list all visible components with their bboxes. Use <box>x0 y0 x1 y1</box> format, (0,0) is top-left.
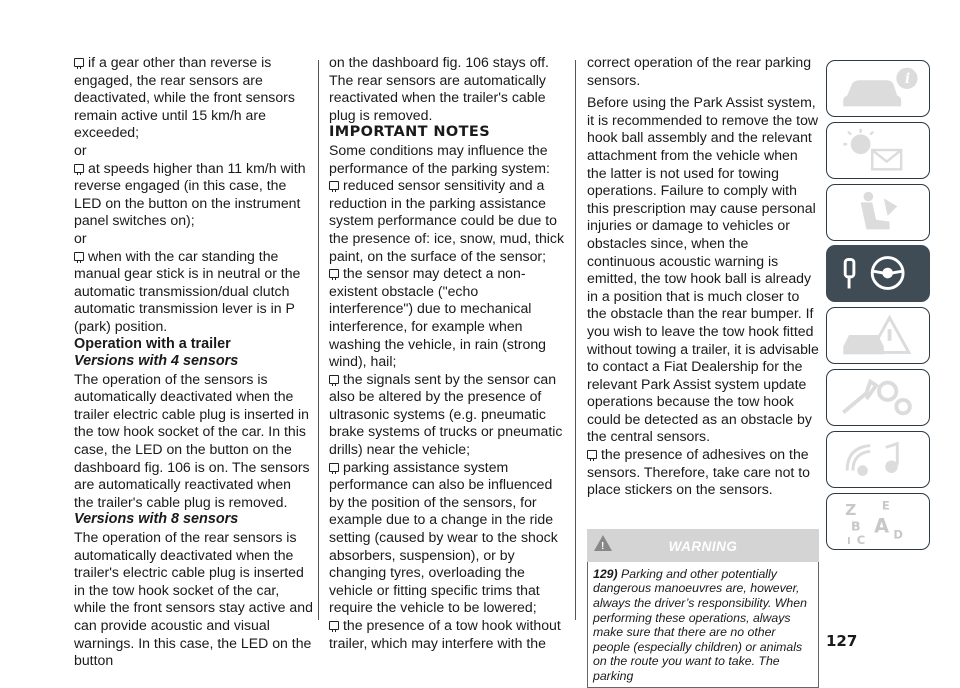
text-column-2 <box>329 54 565 652</box>
warning-title: WARNING <box>668 538 738 554</box>
car-info-icon <box>827 61 929 116</box>
bullet-icon <box>587 450 597 459</box>
heading-trailer: Operation with a trailer <box>74 335 231 352</box>
bullet-icon <box>329 375 339 384</box>
column-divider <box>575 60 576 620</box>
index-letter: C <box>856 533 866 548</box>
column-divider <box>318 60 319 620</box>
text-column-1 <box>74 54 314 670</box>
page-number: 127 <box>826 632 858 650</box>
bullet-item: the presence of adhesives on the sensors. Therefore, take care not to place stickers on the sensors. <box>587 446 811 498</box>
heading-versions-4: Versions with 4 sensors <box>74 353 239 370</box>
bullet-item: parking assistance system performance can also be influenced by the position of the sensors, for example due to a change in the ride setting (caused by wear to the shock absorbers, suspension), or by changing tyres, overloading the vehicle or fitting specific trims that require the vehicle to be lowered; <box>329 458 558 616</box>
bullet-icon <box>329 621 339 630</box>
bullet-item: at speeds higher than 11 km/h with reverse engaged (in this case, the LED on the button on the instrument panel switches on); <box>74 159 306 229</box>
bullet-icon <box>74 164 84 173</box>
paragraph-park-assist: Before using the Park Assist system, it is recommended to remove the tow hook ball assembly and the relevant attachment from the vehicle when the latter is not used for towing operations. Failure to comply with this prescription may cause personal injuries or damage to vehicles or obstacles since, when the continuous acoustic warning is emitted, the tow hook ball is already in a position that is much closer to the obstacle than the rear bumper. If you wish to leave the tow hook fitted without towing a trailer, it is advisable to contact a Fiat Dealership for the relevant Park Assist system update operations because the tow hook could be detected as an obstacle by the central sensors. <box>587 94 819 445</box>
tab-emergency[interactable] <box>826 307 930 364</box>
warning-header <box>587 529 819 562</box>
svg-text:i: i <box>905 71 911 88</box>
seat-airbag-icon <box>827 185 929 240</box>
bullet-item: reduced sensor sensitivity and a reduction in the parking assistance system performance could be due to the presence of: ice, snow, mud, thick paint, on the surface of the sensor; <box>329 177 565 264</box>
bullet-icon <box>74 252 84 261</box>
warning-box <box>587 562 819 688</box>
warning-text: Parking and other potentially dangerous manoeuvres are, however, always the driver’s responsibility. When performing these operations, always make sure that there are no other people (especially children) or animals on the route you want to take. The parking <box>593 566 807 683</box>
bullet-icon <box>329 181 339 190</box>
bullet-icon <box>329 463 339 472</box>
index-letter: Z <box>845 501 857 520</box>
paragraph-continued: correct operation of the rear parking sensors. <box>587 54 812 88</box>
text-column-3 <box>587 54 819 688</box>
bullet-item: if a gear other than reverse is engaged, the rear sensors are deactivated, while the front sensors remain active until 15 km/h are exceeded; <box>74 54 295 141</box>
heading-versions-8: Versions with 8 sensors <box>74 511 239 528</box>
tab-starting-driving[interactable] <box>826 245 930 302</box>
paragraph-intro: Some conditions may influence the performance of the parking system: <box>329 141 550 176</box>
tab-lights-warnings[interactable] <box>826 122 930 179</box>
or-text: or <box>74 229 87 246</box>
heading-important-notes: IMPORTANT NOTES <box>329 124 491 141</box>
paragraph-versions-4: The operation of the sensors is automatically deactivated when the trailer electric cable plug is inserted in the tow hook socket of the car. In this case, the LED on the button on the dashboard fig. 106 is on. The sensors are automatically reactivated when the trailer's cable plug is removed. <box>74 370 310 510</box>
key-steering-icon <box>827 246 929 301</box>
emergency-icon <box>827 308 929 363</box>
multimedia-icon <box>827 432 929 487</box>
or-text: or <box>74 141 87 158</box>
paragraph-continued: on the dashboard fig. 106 stays off. The rear sensors are automatically reactivated when the trailer's cable plug is removed. <box>329 54 549 123</box>
tab-multimedia[interactable] <box>826 431 930 488</box>
index-letter: A <box>874 514 890 538</box>
index-letter: D <box>893 527 904 542</box>
index-letter: B <box>850 518 861 534</box>
bullet-item: the signals sent by the sensor can also be altered by the presence of ultrasonic systems (e.g. pneumatic brake systems of trucks or pneumatic drills) near the vehicle; <box>329 370 563 458</box>
paragraph-versions-8: The operation of the rear sensors is automatically deactivated when the trailer's electric cable plug is inserted in the tow hook socket of the car, while the front sensors stay active and can provide acoustic and visual warnings. In this case, the LED on the button <box>74 529 313 669</box>
service-gears-icon <box>827 370 929 425</box>
tab-safety[interactable] <box>826 184 930 241</box>
lights-warning-icon <box>827 123 929 178</box>
tab-index[interactable] <box>826 493 930 550</box>
bullet-icon <box>329 269 339 278</box>
tab-car-info[interactable] <box>826 60 930 117</box>
tab-service[interactable] <box>826 369 930 426</box>
index-letter: I <box>847 536 851 548</box>
index-letters-icon <box>827 494 929 549</box>
bullet-item: the presence of a tow hook without trailer, which may interfere with the <box>329 617 561 651</box>
index-letter: E <box>881 498 890 513</box>
bullet-item: the sensor may detect a non-existent obstacle ("echo interference") due to mechanical interference, for example when washing the vehicle, in rain (strong wind), hail; <box>329 265 547 370</box>
bullet-icon <box>74 58 84 67</box>
warning-number: 129) <box>593 566 618 581</box>
bullet-item: when with the car standing the manual gear stick is in neutral or the automatic transmission/dual clutch automatic transmission lever is in P (park) position. <box>74 247 301 334</box>
